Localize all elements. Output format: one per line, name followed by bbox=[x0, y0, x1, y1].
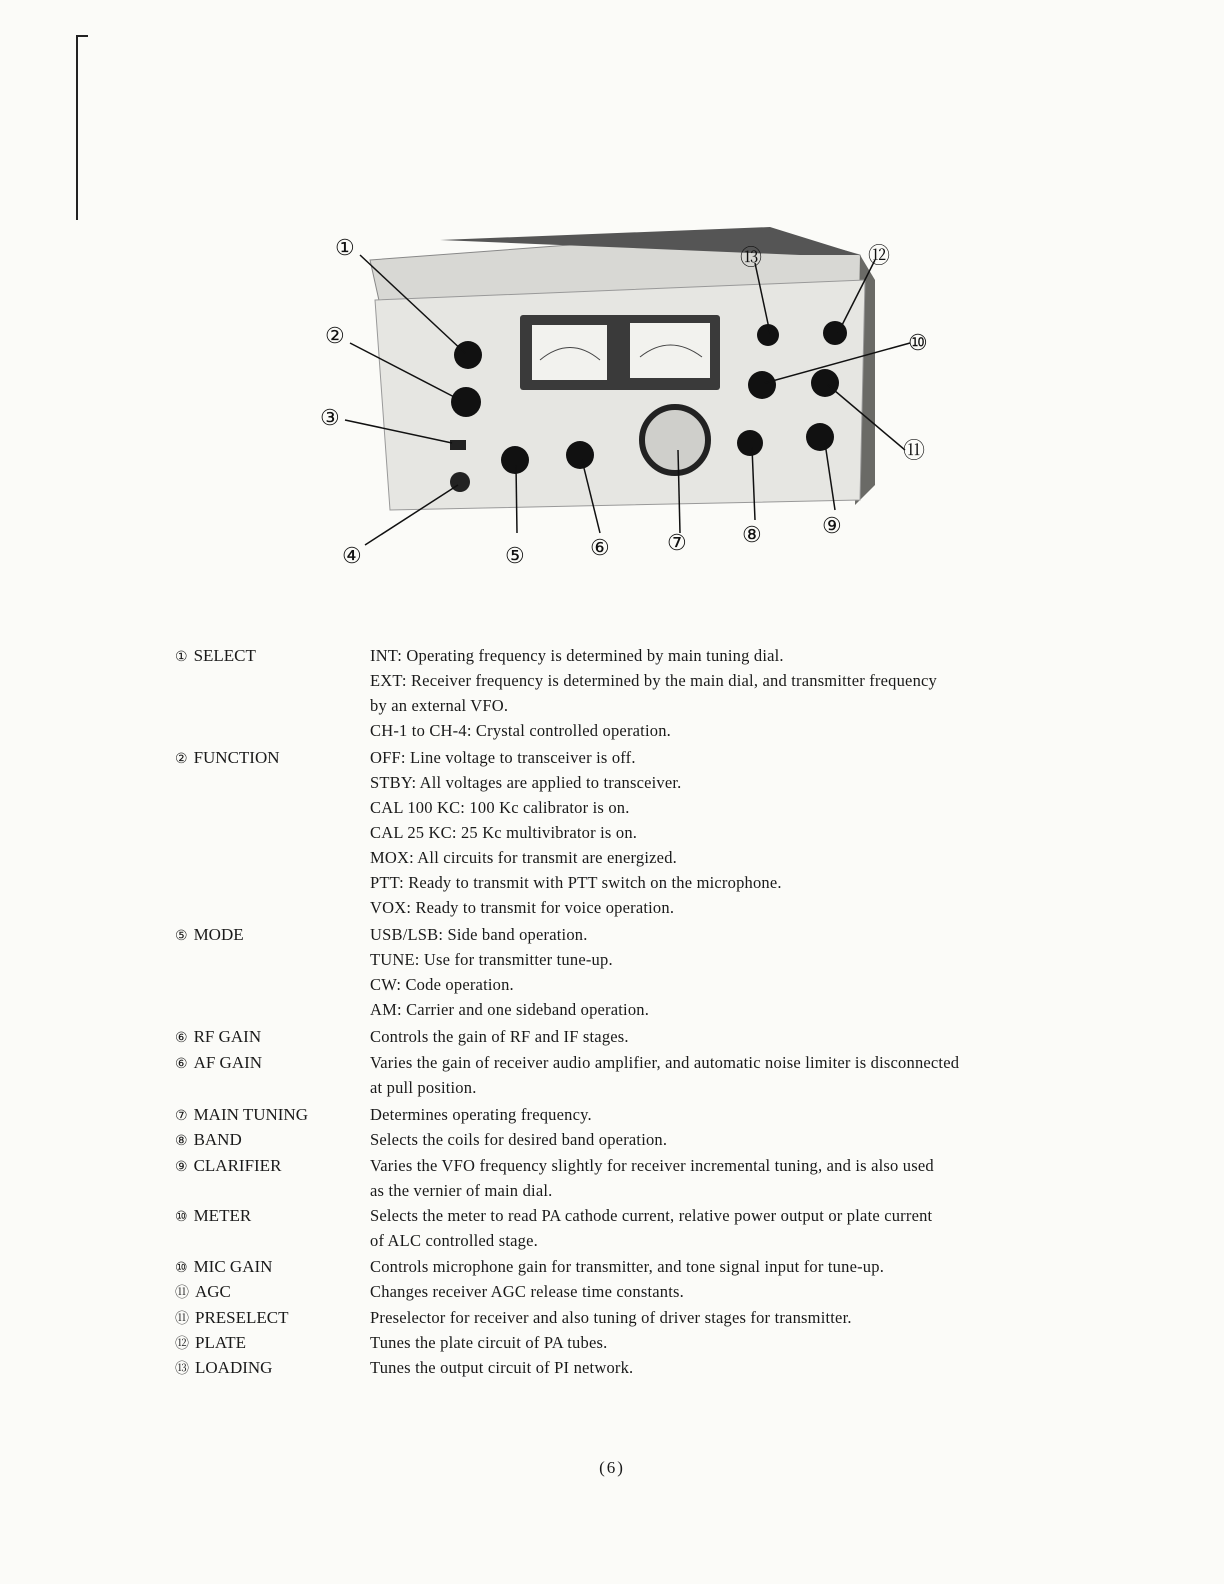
control-description bbox=[370, 1050, 1042, 1100]
description-line: Controls microphone gain for transmitter, and tone signal input for tune-up. bbox=[370, 1257, 885, 1276]
control-label: AF GAIN bbox=[193, 1053, 263, 1072]
description-line: PTT: Ready to transmit with PTT switch on the microphone. bbox=[370, 873, 782, 892]
scan-corner-mark bbox=[76, 35, 88, 37]
control-term bbox=[175, 745, 365, 772]
description-line: Changes receiver AGC release time constants. bbox=[370, 1282, 684, 1301]
description-line: INT: Operating frequency is determined by main tuning dial. bbox=[370, 646, 784, 665]
control-number: ⑤ bbox=[175, 929, 188, 944]
control-term bbox=[175, 1330, 365, 1357]
control-number: ⑨ bbox=[175, 1160, 188, 1175]
knob-function bbox=[451, 387, 481, 417]
control-label: MIC GAIN bbox=[193, 1257, 273, 1276]
control-term bbox=[175, 1355, 365, 1382]
control-label: AGC bbox=[195, 1282, 231, 1301]
callout-9: ⑨ bbox=[822, 514, 842, 539]
knob-band bbox=[737, 430, 763, 456]
knob-loading bbox=[757, 324, 779, 346]
control-number: ⑫ bbox=[175, 1337, 189, 1352]
description-line: USB/LSB: Side band operation. bbox=[370, 925, 588, 944]
control-number: ⑥ bbox=[175, 1031, 188, 1046]
page-number: (6) bbox=[599, 1458, 625, 1477]
control-description bbox=[370, 745, 1042, 920]
description-line: VOX: Ready to transmit for voice operation. bbox=[370, 898, 675, 917]
description-line: CAL 25 KC: 25 Kc multivibrator is on. bbox=[370, 823, 638, 842]
control-number: ⑧ bbox=[175, 1134, 188, 1149]
control-description bbox=[370, 1102, 1042, 1127]
description-line: by an external VFO. bbox=[370, 696, 509, 715]
control-label: PRESELECT bbox=[195, 1308, 289, 1327]
knob-meter-mic bbox=[748, 371, 776, 399]
control-term bbox=[175, 1050, 365, 1077]
description-line: AM: Carrier and one sideband operation. bbox=[370, 1000, 650, 1019]
control-label: MODE bbox=[193, 925, 244, 944]
control-number: ⑩ bbox=[175, 1210, 188, 1225]
description-line: Controls the gain of RF and IF stages. bbox=[370, 1027, 629, 1046]
control-description bbox=[370, 1024, 1042, 1049]
control-number: ⑦ bbox=[175, 1109, 188, 1124]
control-description bbox=[370, 1279, 1042, 1304]
main-tuning-dial bbox=[642, 407, 708, 473]
meter-right bbox=[630, 323, 710, 378]
description-line: CAL 100 KC: 100 Kc calibrator is on. bbox=[370, 798, 630, 817]
control-label: MAIN TUNING bbox=[193, 1105, 308, 1124]
control-description bbox=[370, 1153, 1042, 1203]
control-label: CLARIFIER bbox=[193, 1156, 282, 1175]
control-description bbox=[370, 922, 1042, 1022]
control-number: ② bbox=[175, 752, 188, 767]
description-line: Varies the VFO frequency slightly for receiver incremental tuning, and is also used bbox=[370, 1156, 934, 1175]
meter-left bbox=[532, 325, 607, 380]
control-label: LOADING bbox=[195, 1358, 273, 1377]
control-number: ⑪ bbox=[175, 1286, 189, 1301]
front-panel bbox=[375, 280, 865, 510]
description-line: at pull position. bbox=[370, 1078, 477, 1097]
control-label: SELECT bbox=[193, 646, 256, 665]
switch-phone bbox=[450, 440, 466, 450]
callout-6: ⑥ bbox=[590, 536, 610, 561]
knob-mode bbox=[501, 446, 529, 474]
callout-7: ⑦ bbox=[667, 531, 687, 556]
description-line: as the vernier of main dial. bbox=[370, 1181, 553, 1200]
description-line: Determines operating frequency. bbox=[370, 1105, 592, 1124]
control-term bbox=[175, 1305, 365, 1332]
description-line: OFF: Line voltage to transceiver is off. bbox=[370, 748, 636, 767]
knob-plate bbox=[823, 321, 847, 345]
control-number: ⑪ bbox=[175, 1312, 189, 1327]
knob-agc-preselect bbox=[811, 369, 839, 397]
control-description bbox=[370, 1203, 1042, 1253]
control-label: FUNCTION bbox=[193, 748, 280, 767]
description-line: of ALC controlled stage. bbox=[370, 1231, 538, 1250]
transceiver-front-panel-figure bbox=[300, 215, 960, 585]
callout-13: ⑬ bbox=[740, 246, 763, 271]
control-term bbox=[175, 1254, 365, 1281]
callout-4: ④ bbox=[342, 544, 362, 569]
description-line: CW: Code operation. bbox=[370, 975, 514, 994]
description-line: CH-1 to CH-4: Crystal controlled operation. bbox=[370, 721, 671, 740]
callout-2: ② bbox=[325, 324, 345, 349]
control-label: PLATE bbox=[195, 1333, 246, 1352]
control-term bbox=[175, 1153, 365, 1180]
callout-8: ⑧ bbox=[742, 523, 762, 548]
control-number: ① bbox=[175, 650, 188, 665]
description-line: Selects the meter to read PA cathode current, relative power output or plate current bbox=[370, 1206, 933, 1225]
control-term bbox=[175, 1279, 365, 1306]
control-description bbox=[370, 643, 1042, 743]
control-term bbox=[175, 643, 365, 670]
description-line: Preselector for receiver and also tuning of driver stages for transmitter. bbox=[370, 1308, 852, 1327]
callout-5: ⑤ bbox=[505, 544, 525, 569]
knob-select bbox=[454, 341, 482, 369]
control-number: ⑬ bbox=[175, 1362, 189, 1377]
description-line: Tunes the output circuit of PI network. bbox=[370, 1358, 634, 1377]
control-term bbox=[175, 922, 365, 949]
control-term bbox=[175, 1102, 365, 1129]
control-label: METER bbox=[193, 1206, 252, 1225]
control-description bbox=[370, 1355, 1042, 1380]
description-line: MOX: All circuits for transmit are energized. bbox=[370, 848, 677, 867]
callout-10: ⑩ bbox=[908, 331, 928, 356]
control-description bbox=[370, 1254, 1042, 1279]
control-term bbox=[175, 1203, 365, 1230]
description-line: STBY: All voltages are applied to transceiver. bbox=[370, 773, 682, 792]
knob-clarifier bbox=[806, 423, 834, 451]
control-description bbox=[370, 1305, 1042, 1330]
control-description bbox=[370, 1127, 1042, 1152]
control-number: ⑩ bbox=[175, 1261, 188, 1276]
description-line: Selects the coils for desired band operation. bbox=[370, 1130, 668, 1149]
control-term bbox=[175, 1024, 365, 1051]
description-line: Varies the gain of receiver audio amplifier, and automatic noise limiter is disconnected bbox=[370, 1053, 960, 1072]
callout-1: ① bbox=[335, 236, 355, 261]
control-label: BAND bbox=[193, 1130, 242, 1149]
description-line: Tunes the plate circuit of PA tubes. bbox=[370, 1333, 608, 1352]
control-label: RF GAIN bbox=[193, 1027, 262, 1046]
description-line: TUNE: Use for transmitter tune-up. bbox=[370, 950, 613, 969]
callout-3: ③ bbox=[320, 406, 340, 431]
scan-edge-mark bbox=[76, 35, 78, 220]
control-number: ⑥ bbox=[175, 1057, 188, 1072]
callout-11: ⑪ bbox=[903, 439, 926, 464]
callout-12: ⑫ bbox=[868, 244, 891, 269]
description-line: EXT: Receiver frequency is determined by the main dial, and transmitter frequency bbox=[370, 671, 938, 690]
knob-rf-af-gain bbox=[566, 441, 594, 469]
control-term bbox=[175, 1127, 365, 1154]
control-description bbox=[370, 1330, 1042, 1355]
